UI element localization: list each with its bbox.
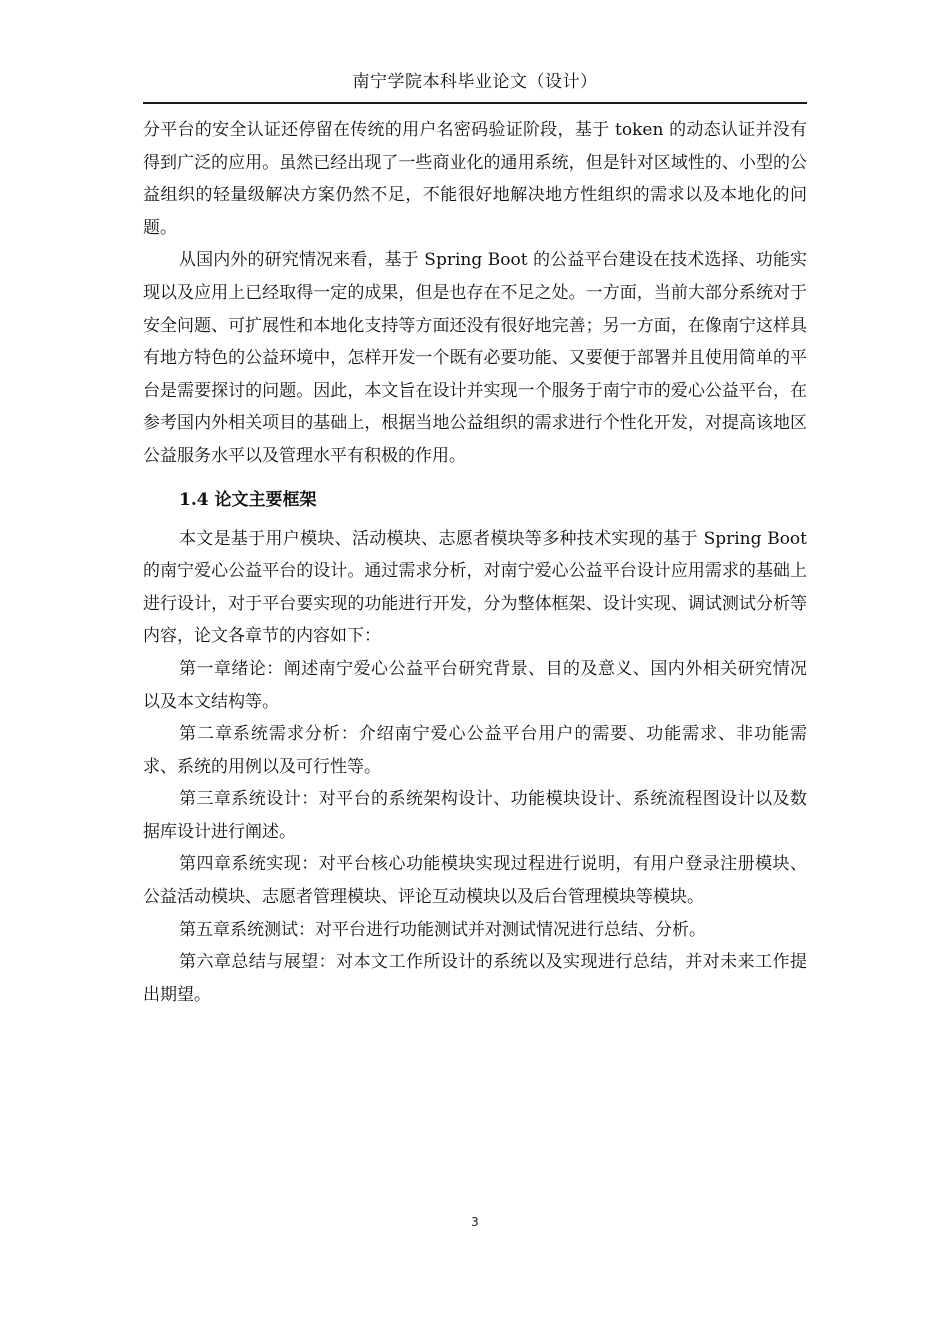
paragraph-continued: 分平台的安全认证还停留在传统的用户名密码验证阶段，基于 token 的动态认证并没有得到广泛的应用。虽然已经出现了一些商业化的通用系统，但是针对区域性的、小型的公益组织的轻量级解决方案仍然不足，不能很好地解决地方性组织的需求以及本地化的问题。 — [143, 120, 807, 238]
chapter-3-summary: 第三章系统设计：对平台的系统架构设计、功能模块设计、系统流程图设计以及数据库设计进行阐述。 — [143, 789, 807, 842]
chapter-6-summary: 第六章总结与展望：对本文工作所设计的系统以及实现进行总结，并对未来工作提出期望。 — [143, 952, 807, 1005]
chapter-5-summary: 第五章系统测试：对平台进行功能测试并对测试情况进行总结、分析。 — [179, 919, 706, 940]
paragraph-framework-intro: 本文是基于用户模块、活动模块、志愿者模块等多种技术实现的基于 Spring Boot 的南宁爱心公益平台的设计。通过需求分析，对南宁爱心公益平台设计应用需求的基础上进行设计，对于平台要实现的功能进行开发，分为整体框架、设计实现、调试测试分析等内容，论文各章节的内容如下： — [143, 528, 807, 647]
page-content — [143, 114, 807, 1011]
paragraph-research-summary: 从国内外的研究情况来看，基于 Spring Boot 的公益平台建设在技术选择、功能实现以及应用上已经取得一定的成果，但是也存在不足之处。一方面，当前大部分系统对于安全问题、可扩展性和本地化支持等方面还没有很好地完善；另一方面，在像南宁这样具有地方特色的公益环境中，怎样开发一个既有必要功能、又要便于部署并且使用简单的平台是需要探讨的问题。因此，本文旨在设计并实现一个服务于南宁市的爱心公益平台，在参考国内外相关项目的基础上，根据当地公益组织的需求进行个性化开发，对提高该地区公益服务水平以及管理水平有积极的作用。 — [143, 250, 807, 466]
page-header: 南宁学院本科毕业论文（设计） — [143, 70, 807, 104]
chapter-2-summary: 第二章系统需求分析：介绍南宁爱心公益平台用户的需要、功能需求、非功能需求、系统的用例以及可行性等。 — [143, 724, 807, 777]
section-heading: 1.4 论文主要框架 — [179, 489, 317, 510]
page-number: 3 — [471, 1215, 479, 1229]
chapter-1-summary: 第一章绪论：阐述南宁爱心公益平台研究背景、目的及意义、国内外相关研究情况以及本文结构等。 — [143, 658, 807, 712]
chapter-4-summary: 第四章系统实现：对平台核心功能模块实现过程进行说明，有用户登录注册模块、公益活动模块、志愿者管理模块、评论互动模块以及后台管理模块等模块。 — [143, 854, 807, 908]
